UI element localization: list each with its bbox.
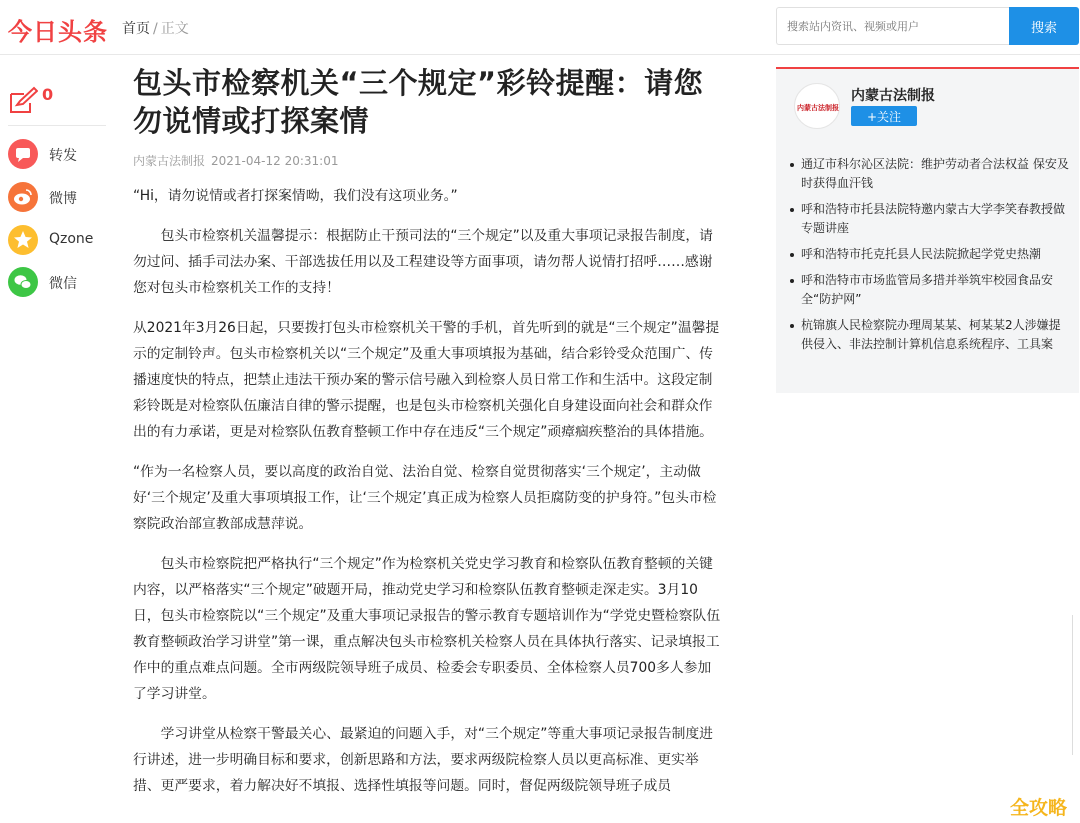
- share-qzone[interactable]: [8, 225, 118, 255]
- share-qzone-label: Qzone: [49, 231, 94, 247]
- scrollbar-track[interactable]: [1072, 615, 1080, 755]
- article-time: 2021-04-12 20:31:01: [211, 154, 339, 168]
- avatar-logo-text: 内蒙古法制报: [797, 104, 839, 112]
- weibo-icon: [8, 182, 38, 212]
- article-meta: [133, 152, 723, 169]
- search-input[interactable]: [776, 7, 1009, 45]
- share-repost[interactable]: [8, 139, 118, 169]
- top-header: [0, 0, 1080, 55]
- share-weibo[interactable]: [8, 182, 118, 212]
- related-news-item[interactable]: 呼和浩特市托县法院特邀内蒙古大学李笑春教授做专题讲座: [789, 200, 1071, 238]
- related-news-item[interactable]: 呼和浩特市托克托县人民法院掀起学党史热潮: [789, 245, 1071, 264]
- share-repost-label: 转发: [49, 148, 77, 164]
- source-card: [776, 67, 1079, 393]
- follow-button[interactable]: +关注: [851, 106, 917, 126]
- breadcrumb-home-link[interactable]: 首页: [122, 21, 150, 37]
- article-title: 包头市检察机关“三个规定”彩铃提醒：请您勿说情或打探案情: [133, 66, 704, 138]
- qzone-star-icon: [8, 225, 38, 255]
- article-source[interactable]: 内蒙古法制报: [133, 154, 206, 168]
- source-avatar[interactable]: [794, 83, 840, 129]
- share-weibo-label: 微博: [49, 191, 77, 207]
- related-news-list: [789, 155, 1071, 361]
- wechat-icon: [8, 267, 38, 297]
- article-paragraph: “作为一名检察人员，要以高度的政治自觉、法治自觉、检察自觉贯彻落实‘三个规定’，主动做好‘三个规定’及重大事项填报工作，让‘三个规定’真正成为检察人员拒腐防变的护身符。”包头市检察院政治部宣教部成慧萍说。: [133, 464, 717, 532]
- article-paragraph: 包头市检察院把严格执行“三个规定”作为检察机关党史学习教育和检察队伍教育整顿的关键内容，以严格落实“三个规定”破题开局，推动党史学习和检察队伍教育整顿走深走实。3月10日，包头市检察院以“三个规定”及重大事项记录报告的警示教育专题培训作为“学党史暨检察队伍教育整顿政治学习讲堂”第一课，重点解决包头市检察机关检察人员在具体执行落实、记录填报工作中的重点难点问题。全市两级院领导班子成员、检委会专职委员、全体检察人员700多人参加了学习讲堂。: [133, 556, 721, 702]
- article-paragraph: 学习讲堂从检察干警最关心、最紧迫的问题入手，对“三个规定”等重大事项记录报告制度进行讲述，进一步明确目标和要求，创新思路和方法，要求两级院检察人员以更高标准、更实举措、更严要求，着力解决好不填报、选择性填报等问题。同时，督促两级院领导班子成员: [133, 726, 713, 794]
- like-icon: [8, 85, 38, 115]
- repost-icon: [8, 139, 38, 169]
- article-paragraph: 从2021年3月26日起，只要拨打包头市检察机关干警的手机，首先听到的就是“三个规定”温馨提示的定制铃声。包头市检察机关以“三个规定”及重大事项填报为基础，结合彩铃受众范围广、传播速度快的特点，把禁止违法干预办案的警示信号融入到检察人员日常工作和生活中。这段定制彩铃既是对检察队伍廉洁自律的警示提醒，也是包头市检察机关强化自身建设面向社会和群众作出的有力承诺，更是对检察队伍教育整顿工作中存在违反“三个规定”顽瘴痼疾整治的具体措施。: [133, 320, 720, 440]
- breadcrumb-current: 正文: [160, 21, 189, 37]
- source-name[interactable]: 内蒙古法制报: [851, 88, 935, 104]
- share-wechat-label: 微信: [49, 276, 77, 292]
- article-paragraph: “Hi，请勿说情或者打探案情呦，我们没有这项业务。”: [133, 188, 458, 204]
- related-news-item[interactable]: 通辽市科尔沁区法院：维护劳动者合法权益 保安及时获得血汗钱: [789, 155, 1071, 193]
- breadcrumb-separator: /: [153, 21, 158, 37]
- like-count: 0: [42, 85, 54, 104]
- related-news-item[interactable]: 呼和浩特市市场监管局多措并举筑牢校园食品安全“防护网”: [789, 271, 1071, 309]
- breadcrumb: [122, 18, 189, 38]
- related-news-item[interactable]: 杭锦旗人民检察院办理周某某、柯某某2人涉嫌提供侵入、非法控制计算机信息系统程序、工具案: [789, 316, 1071, 354]
- article: [133, 64, 723, 799]
- sidebar-divider: [8, 125, 106, 126]
- article-paragraph: 包头市检察机关温馨提示：根据防止干预司法的“三个规定”以及重大事项记录报告制度，请勿过问、插手司法办案、干部选拔任用以及工程建设等方面事项，请勿帮人说情打招呼……感谢您对包头市检察机关工作的支持！: [133, 228, 713, 296]
- share-wechat[interactable]: [8, 267, 118, 297]
- search-button[interactable]: 搜索: [1009, 7, 1079, 45]
- site-watermark: 全攻略: [1010, 797, 1068, 819]
- toutiao-logo[interactable]: 今日头条: [8, 18, 108, 46]
